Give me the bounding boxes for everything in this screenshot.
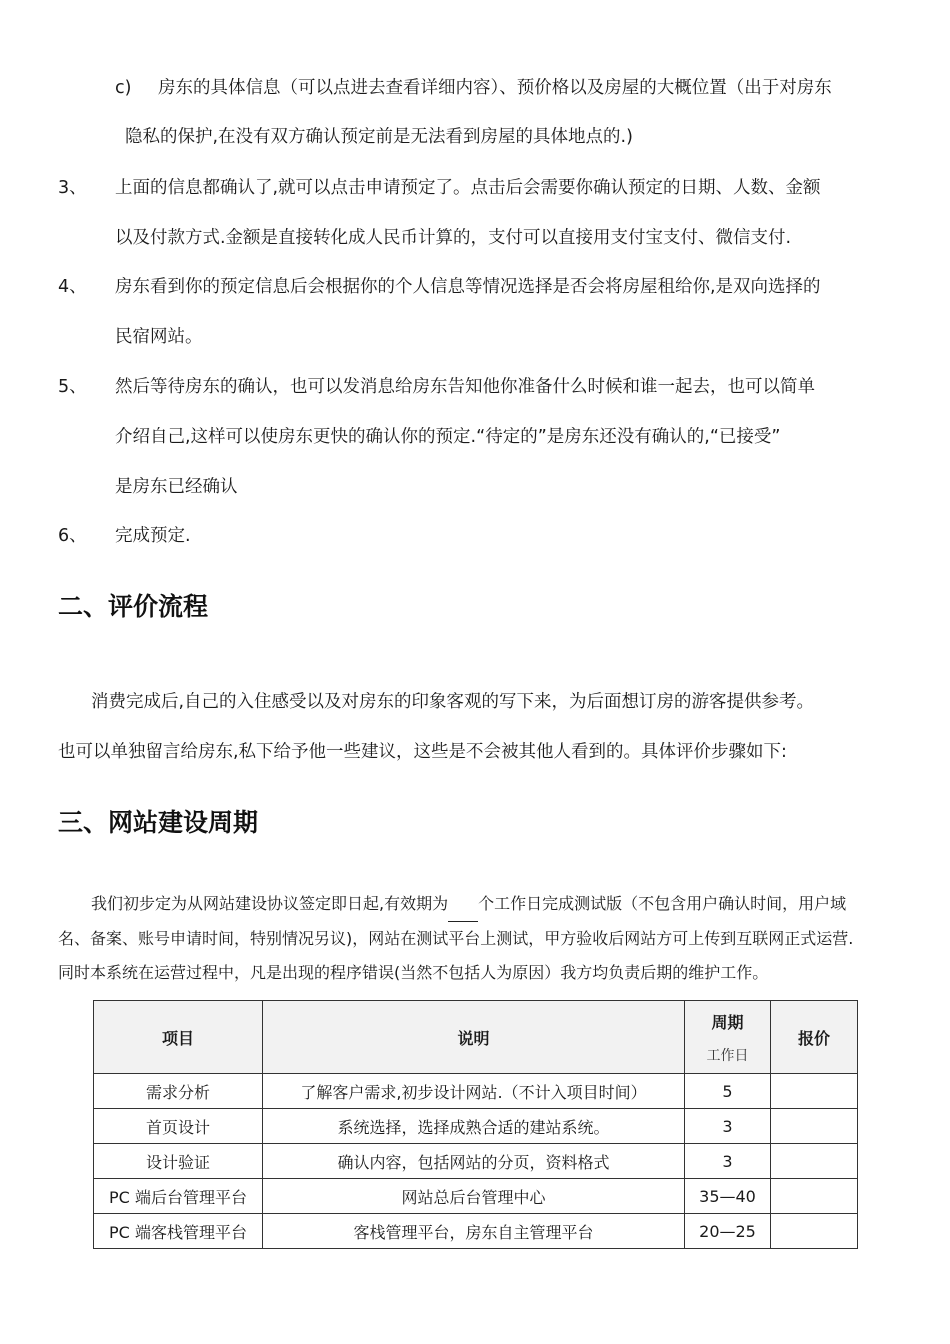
cell-item: PC 端后台管理平台 <box>94 1179 263 1214</box>
header-period <box>685 1001 771 1074</box>
header-period-unit: 工作日 <box>706 1047 749 1064</box>
step-c-line1: 房东的具体信息（可以点进去查看详细内容）、预价格以及房屋的大概位置（出于对房东 <box>158 78 832 98</box>
cell-desc: 客栈管理平台，房东自主管理平台 <box>263 1214 685 1249</box>
header-desc: 说明 <box>263 1001 685 1074</box>
table-row <box>94 1074 858 1109</box>
section-3-paragraph <box>58 887 894 991</box>
step-5-line2: 介绍自己,这样可以使房东更快的确认你的预定.“待定的”是房东还没有确认的,“已接受” <box>115 427 781 447</box>
cell-price <box>771 1214 858 1249</box>
section-2-line2: 也可以单独留言给房东,私下给予他一些建议，这些是不会被其他人看到的。具体评价步骤如下: <box>58 742 787 762</box>
cell-desc: 网站总后台管理中心 <box>263 1179 685 1214</box>
step-4-line1: 房东看到你的预定信息后会根据你的个人信息等情况选择是否会将房屋租给你,是双向选择的 <box>115 277 821 297</box>
cell-period: 5 <box>685 1074 771 1109</box>
header-item: 项目 <box>94 1001 263 1074</box>
section-3-line1 <box>58 887 894 922</box>
section-3-heading: 三、网站建设周期 <box>58 808 259 837</box>
step-c-marker: c) <box>115 78 132 98</box>
step-c-line2: 隐私的保护,在没有双方确认预定前是无法看到房屋的具体地点的.) <box>125 127 633 147</box>
cell-item: 设计验证 <box>94 1144 263 1179</box>
cell-period: 3 <box>685 1144 771 1179</box>
section-3-line3: 同时本系统在运营过程中，凡是出现的程序错误(当然不包括人为原因）我方均负责后期的维护工作。 <box>58 963 769 982</box>
cell-desc: 了解客户需求,初步设计网站.（不计入项目时间） <box>263 1074 685 1109</box>
cell-desc: 确认内容，包括网站的分页，资料格式 <box>263 1144 685 1179</box>
schedule-table <box>93 1000 858 1249</box>
cell-item: PC 端客栈管理平台 <box>94 1214 263 1249</box>
step-3-line2: 以及付款方式.金额是直接转化成人民币计算的，支付可以直接用支付宝支付、微信支付. <box>115 228 792 248</box>
step-5-line3: 是房东已经确认 <box>115 477 238 497</box>
cell-item: 首页设计 <box>94 1109 263 1144</box>
cell-price <box>771 1109 858 1144</box>
section-3-line1-part1: 我们初步定为从网站建设协议签定即日起,有效期为 <box>91 894 449 913</box>
step-6-line1: 完成预定. <box>115 526 191 546</box>
cell-price <box>771 1144 858 1179</box>
section-2-paragraph <box>58 677 894 777</box>
header-period-label: 周期 <box>711 1012 744 1032</box>
step-4-marker: 4、 <box>58 277 87 297</box>
table-row <box>94 1144 858 1179</box>
section-2-heading: 二、评价流程 <box>58 592 209 621</box>
table-row <box>94 1109 858 1144</box>
table-row <box>94 1214 858 1249</box>
step-6-marker: 6、 <box>58 526 87 546</box>
section-3-line2: 名、备案、账号申请时间，特别情况另议)，网站在测试平台上测试，甲方验收后网站方可上传到互联网正式运营. <box>58 928 854 948</box>
cell-price <box>771 1179 858 1214</box>
step-5-line1: 然后等待房东的确认，也可以发消息给房东告知他你准备什么时候和谁一起去，也可以简单 <box>115 377 815 397</box>
table-header-row <box>94 1001 858 1074</box>
step-3-marker: 3、 <box>58 178 87 198</box>
cell-item: 需求分析 <box>94 1074 263 1109</box>
cell-desc: 系统选择，选择成熟合适的建站系统。 <box>263 1109 685 1144</box>
cell-period: 20—25 <box>685 1214 771 1249</box>
cell-period: 35—40 <box>685 1179 771 1214</box>
fill-in-blank <box>448 903 478 922</box>
section-3-line1-part2: 个工作日完成测试版（不包含用户确认时间，用户域 <box>478 894 847 913</box>
cell-period: 3 <box>685 1109 771 1144</box>
table-row <box>94 1179 858 1214</box>
step-5-marker: 5、 <box>58 377 87 397</box>
cell-price <box>771 1074 858 1109</box>
header-price: 报价 <box>771 1001 858 1074</box>
step-3-line1: 上面的信息都确认了,就可以点击申请预定了。点击后会需要你确认预定的日期、人数、金额 <box>115 178 821 198</box>
section-2-line1: 消费完成后,自己的入住感受以及对房东的印象客观的写下来，为后面想订房的游客提供参考。 <box>91 692 815 712</box>
step-4-line2: 民宿网站。 <box>115 327 203 347</box>
